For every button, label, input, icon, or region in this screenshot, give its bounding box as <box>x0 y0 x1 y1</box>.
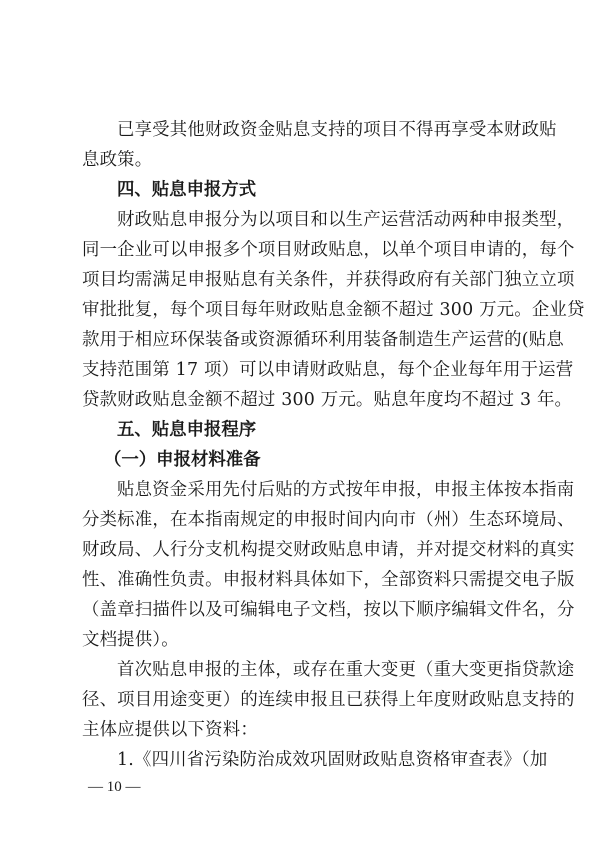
paragraph-line: 分类标准，在本指南规定的申报时间内向市（州）生态环境局、 <box>82 510 575 530</box>
paragraph-line: 同一企业可以申报多个项目财政贴息，以单个项目申请的，每个 <box>82 240 575 260</box>
paragraph-line: 贴息资金采用先付后贴的方式按年申报，申报主体按本指南 <box>117 480 575 500</box>
paragraph-line: 财政局、人行分支机构提交财政贴息申请，并对提交材料的真实 <box>82 540 575 560</box>
paragraph-line: 已享受其他财政资金贴息支持的项目不得再享受本财政贴 <box>117 120 557 140</box>
subsection-heading-1: （一）申报材料准备 <box>104 450 261 470</box>
page-number: — 10 — <box>88 779 141 795</box>
paragraph-line: 径、项目用途变更）的连续申报且已获得上年度财政贴息支持的 <box>82 690 575 710</box>
paragraph-line: 财政贴息申报分为以项目和以生产运营活动两种申报类型， <box>117 210 575 230</box>
paragraph-line: 审批批复，每个项目每年财政贴息金额不超过 300 万元。企业贷 <box>82 300 585 320</box>
paragraph-line: 贷款财政贴息金额不超过 300 万元。贴息年度均不超过 3 年。 <box>82 390 573 410</box>
paragraph-line: 文档提供）。 <box>82 630 179 650</box>
paragraph-line: 首次贴息申报的主体，或存在重大变更（重大变更指贷款途 <box>117 660 575 680</box>
paragraph-line: 性、准确性负责。申报材料具体如下，全部资料只需提交电子版 <box>82 570 575 590</box>
paragraph-line: 支持范围第 17 项）可以申请财政贴息，每个企业每年用于运营 <box>82 360 574 380</box>
section-heading-5: 五、贴息申报程序 <box>117 420 257 440</box>
paragraph-line: 项目均需满足申报贴息有关条件，并获得政府有关部门独立立项 <box>82 270 575 290</box>
section-heading-4: 四、贴息申报方式 <box>117 180 257 200</box>
list-item-line: 1.《四川省污染防治成效巩固财政贴息资格审查表》（加 <box>117 750 548 770</box>
paragraph-line: （盖章扫描件以及可编辑电子文档，按以下顺序编辑文件名，分 <box>82 600 575 620</box>
paragraph-line: 款用于相应环保装备或资源循环利用装备制造生产运营的(贴息 <box>82 330 564 350</box>
paragraph-line: 息政策。 <box>82 150 153 170</box>
paragraph-line: 主体应提供以下资料： <box>82 720 258 740</box>
